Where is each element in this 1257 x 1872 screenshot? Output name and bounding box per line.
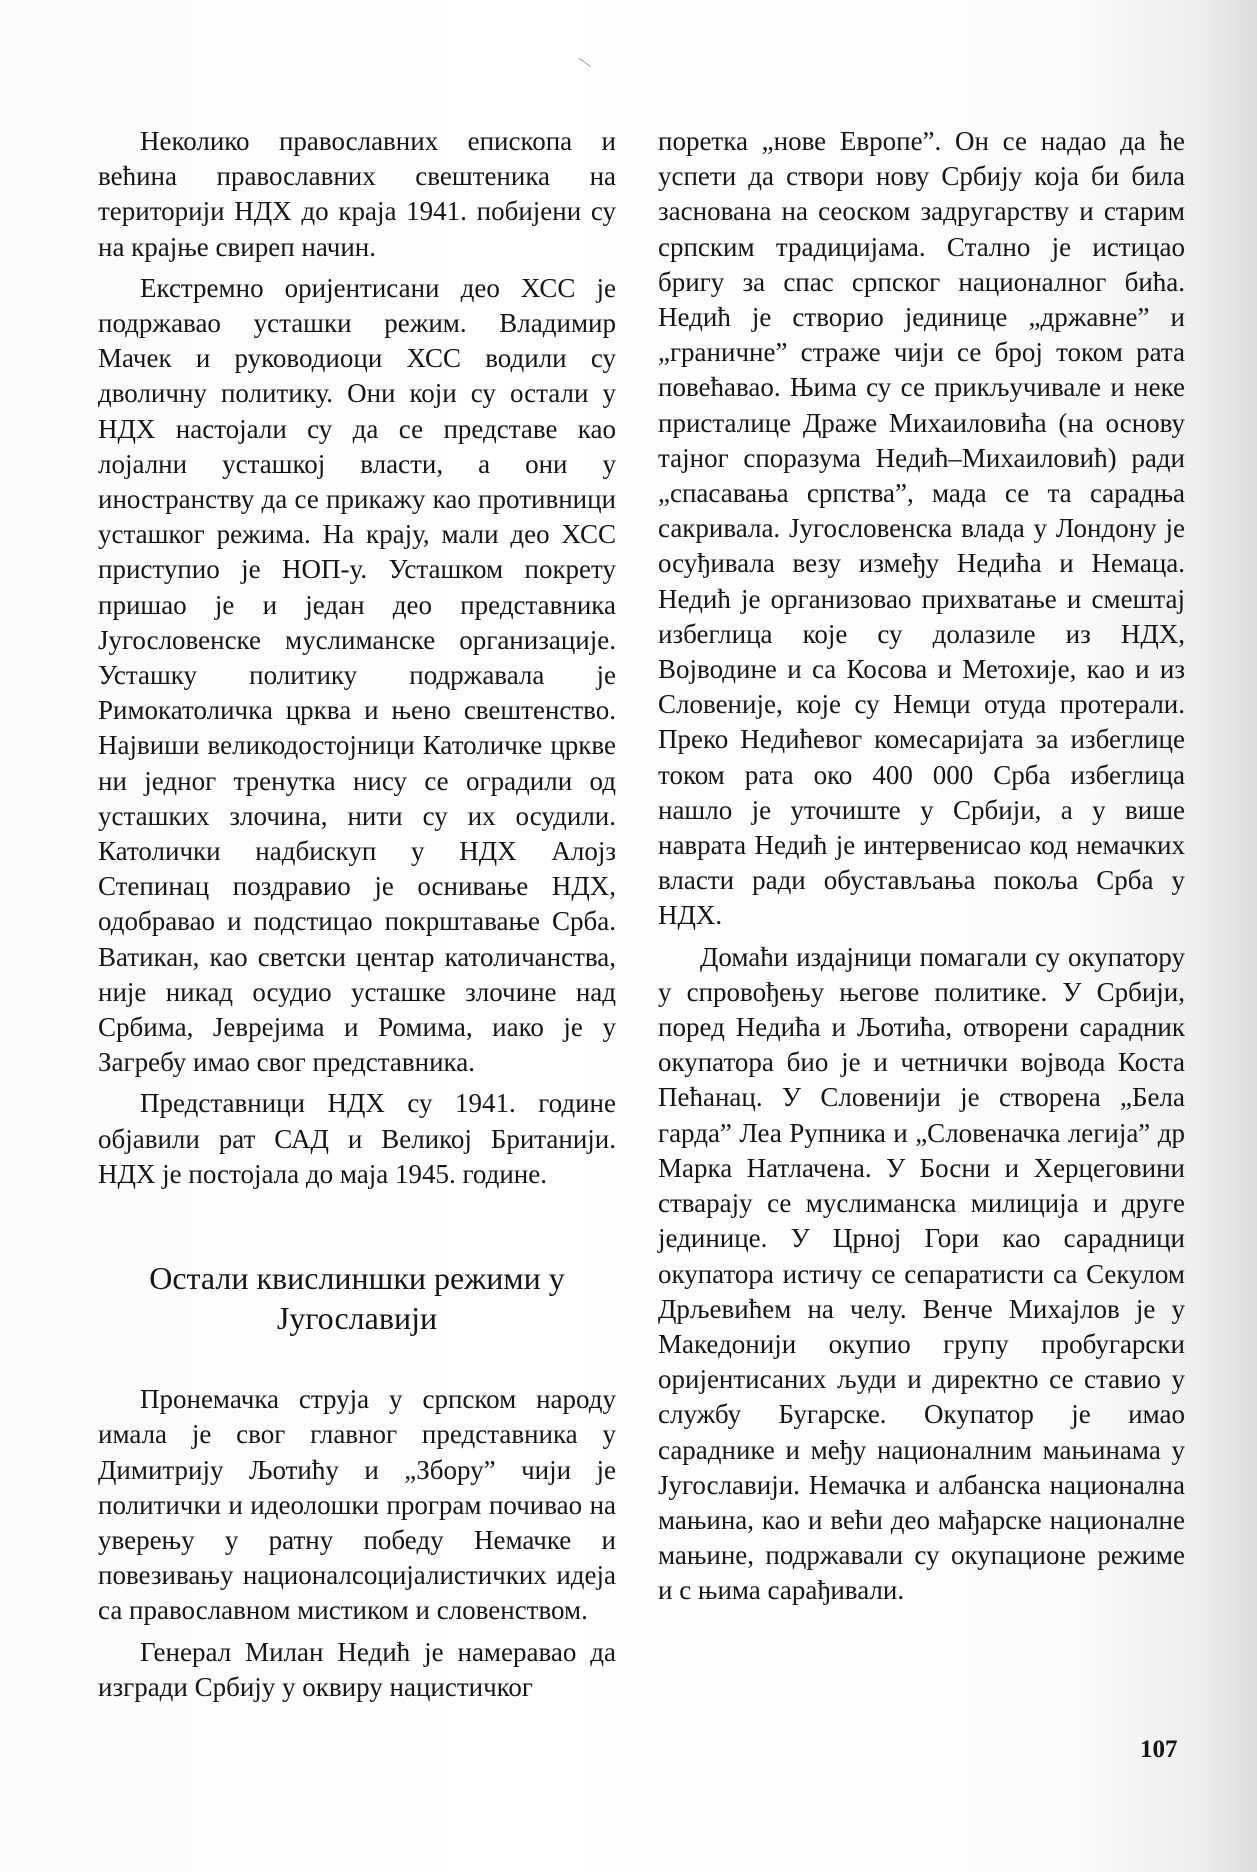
paragraph: Екстремно оријентисани део ХСС је подржавао усташки режим. Владимир Мачек и руководиоци ХСС водили су дволичну политику. Они који су остали у НДХ настојали су да се представе као лојални усташкој власти, а они у иностранству да се прикажу као противници усташког режима. На крају, мали део ХСС приступио је НОП-у. Усташком покрету пришао је и један део представника Југословенске муслиманске организације. Усташку политику подржавала је Римокатоличка црква и њено свештенство. Највиши великодостојници Католичке цркве ни једног тренутка нису се оградили од усташких злочина, нити су их осудили. Католички надбискуп у НДХ Алојз Степинац поздравио је оснивање НДХ, одобравао и подстицао покрштавање Срба. Ватикан, као светски центар католичанства, није никад осудио усташке злочине над Србима, Јеврејима и Ромима, иако је у Загребу имао свог представника. — [98, 272, 616, 1078]
paragraph: Пронемачка струја у српском народу имала је свог главног представника у Димитрију Љотићу и „Збору” чији је политички и идеолошки програм почивао на уверењу у ратну победу Немачке и повезивању националсоцијалистичких идеја са православном мистиком и словенством. — [98, 1384, 616, 1626]
paragraph: Представници НДХ су 1941. године објавили рат САД и Великој Британији. НДХ је постојала до маја 1945. године. — [98, 1088, 616, 1189]
right-column — [658, 124, 1185, 1615]
paragraph: поретка „нове Европе”. Он се надао да ће успети да створи нову Србију која би била заснована на сеоском задругарству и старим српским традицијама. Стално је истицао бригу за спас српског националног бића. Недић је створио јединице „државне” и „граничне” страже чији се број током рата повећавао. Њима су се прикључивале и неке присталице Драже Михаиловића (на основу тајног споразума Недић–Михаиловић) ради „спасавања српства”, мада се та сарадња сакривала. Југословенска влада у Лондону је осуђивала везу између Недића и Немаца. Недић је организовао прихватање и смештај избеглица које су долазиле из НДХ, Војводине и са Косова и Метохије, као и из Словеније, које су Немци отуда протерали. Преко Недићевог комесаријата за избеглице током рата око 400 000 Срба избеглица нашло је уточиште у Србији, а у више наврата Недић је интервенисао код немачких власти ради обустављања покоља Срба у НДХ. — [658, 126, 1185, 931]
scan-mark — [579, 58, 591, 67]
page-number: 107 — [1140, 1736, 1178, 1763]
paragraph: Домаћи издајници помагали су окупатору у спровођењу његове политике. У Србији, поред Недића и Љотића, отворени сарадник окупатора био је и четнички војвода Коста Пећанац. У Словенији је створена „Бела гарда” Леа Рупника и „Словеначка легија” др Марка Натлачена. У Босни и Херцеговини стварају се муслиманска милиција и друге јединице. У Црној Гори као сарадници окупатора истичу се сепаратисти са Секулом Дрљевићем на челу. Венче Михајлов је у Македонији окупио групу пробугарски оријентисаних људи и директно се ставио у службу Бугарске. Окупатор је имао сараднике и међу националним мањинама у Југославији. Немачка и албанска национална мањина, као и већи део мађарске националне мањине, подржавали су окупационе режиме и с њима сарађивали. — [658, 941, 1185, 1606]
section-heading: Остали квислиншки режими у Југославији — [149, 1260, 565, 1337]
paragraph: Неколико православних епископа и већина православних свештеника на територији НДХ до краја 1941. побијени су на крајње свиреп начин. — [98, 126, 616, 262]
paragraph: Генерал Милан Недић је намеравао да изгради Србију у оквиру нацистичког — [98, 1636, 616, 1702]
left-column — [98, 124, 616, 1711]
